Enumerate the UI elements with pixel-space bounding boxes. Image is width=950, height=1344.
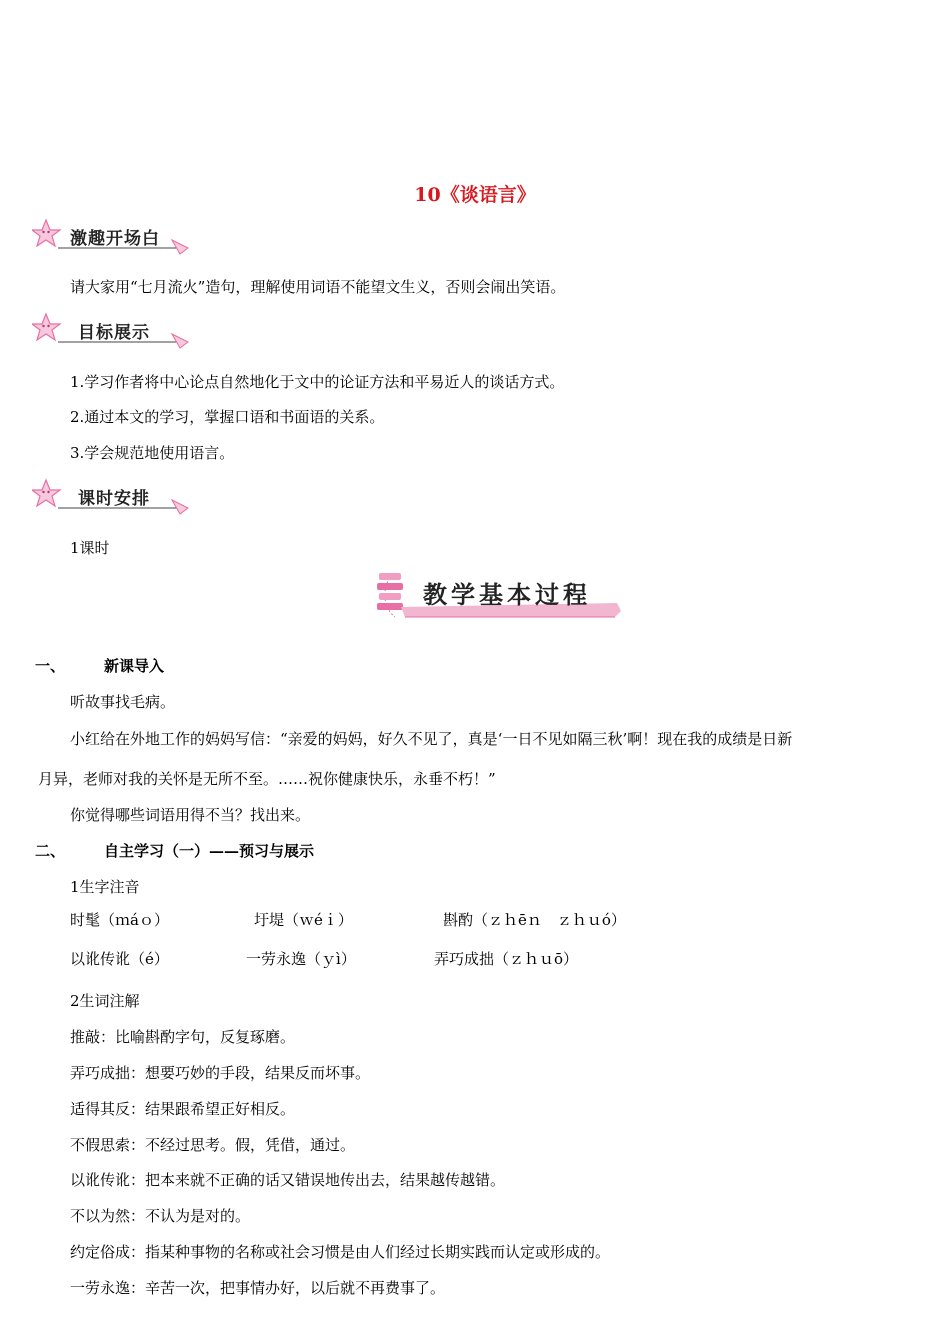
part2-number: 二、: [35, 842, 66, 860]
definition-item: 以讹传讹：把本来就不正确的话又错误地传出去，结果越传越错。: [70, 1171, 506, 1189]
paragraph: 听故事找毛病。: [70, 693, 176, 711]
pinyin-reading: （ｚｈēｎ ｚｈｕó）: [473, 911, 626, 929]
banner-label: 教学基本过程: [423, 581, 591, 609]
section-badge-schedule: [32, 478, 197, 518]
paragraph: 你觉得哪些词语用得不当？找出来。: [70, 806, 311, 824]
badge-label: 目标展示: [78, 323, 150, 343]
paragraph: 月异，老师对我的关怀是无所不至。……祝你健康快乐，永垂不朽！”: [38, 770, 496, 788]
part1-number: 一、: [35, 657, 66, 675]
definition-item: 推敲：比喻斟酌字句，反复琢磨。: [70, 1028, 296, 1046]
subheading: 1生字注音: [70, 878, 140, 896]
definition-item: 不假思索：不经过思考。假，凭借，通过。: [70, 1136, 356, 1154]
section-banner: [355, 565, 625, 625]
part1-heading: 新课导入: [104, 657, 165, 675]
badge-label: 激趣开场白: [70, 229, 160, 249]
schedule-text: 1课时: [70, 539, 110, 557]
goal-item: 2.通过本文的学习，掌握口语和书面语的关系。: [70, 408, 385, 426]
definition-item: 不以为然：不认为是对的。: [70, 1207, 251, 1225]
definition-item: 弄巧成拙：想要巧妙的手段，结果反而坏事。: [70, 1064, 371, 1082]
intro-text: 请大家用“七月流火”造句，理解使用词语不能望文生义，否则会闹出笑语。: [70, 278, 566, 296]
definition-item: 适得其反：结果跟希望正好相反。: [70, 1100, 296, 1118]
pinyin-word: 一劳永逸: [246, 950, 307, 968]
pinyin-word: 以讹传讹: [70, 950, 131, 968]
pinyin-reading: （ｙì）: [306, 950, 356, 968]
pinyin-entry: [70, 948, 169, 969]
pinyin-reading: （é）: [130, 950, 169, 968]
badge-label: 课时安排: [78, 489, 150, 509]
paragraph: 小红给在外地工作的妈妈写信：“亲爱的妈妈，好久不见了，真是‘一日不见如隔三秋’啊！现在我的成绩是日新: [70, 730, 793, 748]
pinyin-word: 斟酌: [443, 911, 474, 929]
pinyin-entry: [443, 909, 626, 930]
page-title: 10《谈语言》: [414, 184, 536, 206]
definition-item: 一劳永逸：辛苦一次，把事情办好，以后就不再费事了。: [70, 1279, 446, 1297]
definition-item: 约定俗成：指某种事物的名称或社会习惯是由人们经过长期实践而认定或形成的。: [70, 1243, 611, 1261]
pinyin-reading: （ｗéｉ）: [284, 911, 353, 929]
goal-item: 3.学会规范地使用语言。: [70, 444, 235, 462]
pinyin-reading: （ｚｈｕō）: [494, 950, 579, 968]
pinyin-entry: [434, 948, 578, 969]
pinyin-word: 弄巧成拙: [434, 950, 495, 968]
goal-item: 1.学习作者将中心论点自然地化于文中的论证方法和平易近人的谈话方式。: [70, 373, 565, 391]
pinyin-word: 圩堤: [254, 911, 285, 929]
pinyin-entry: [246, 948, 356, 969]
pinyin-reading: （ｍáｏ）: [100, 911, 169, 929]
section-badge-intro: [32, 218, 197, 258]
subheading: 2生词注解: [70, 992, 140, 1010]
pinyin-word: 时髦: [70, 911, 101, 929]
pinyin-entry: [254, 909, 353, 930]
part2-heading: 自主学习（一）——预习与展示: [104, 842, 315, 860]
pinyin-entry: [70, 909, 169, 930]
section-badge-goals: [32, 312, 197, 352]
